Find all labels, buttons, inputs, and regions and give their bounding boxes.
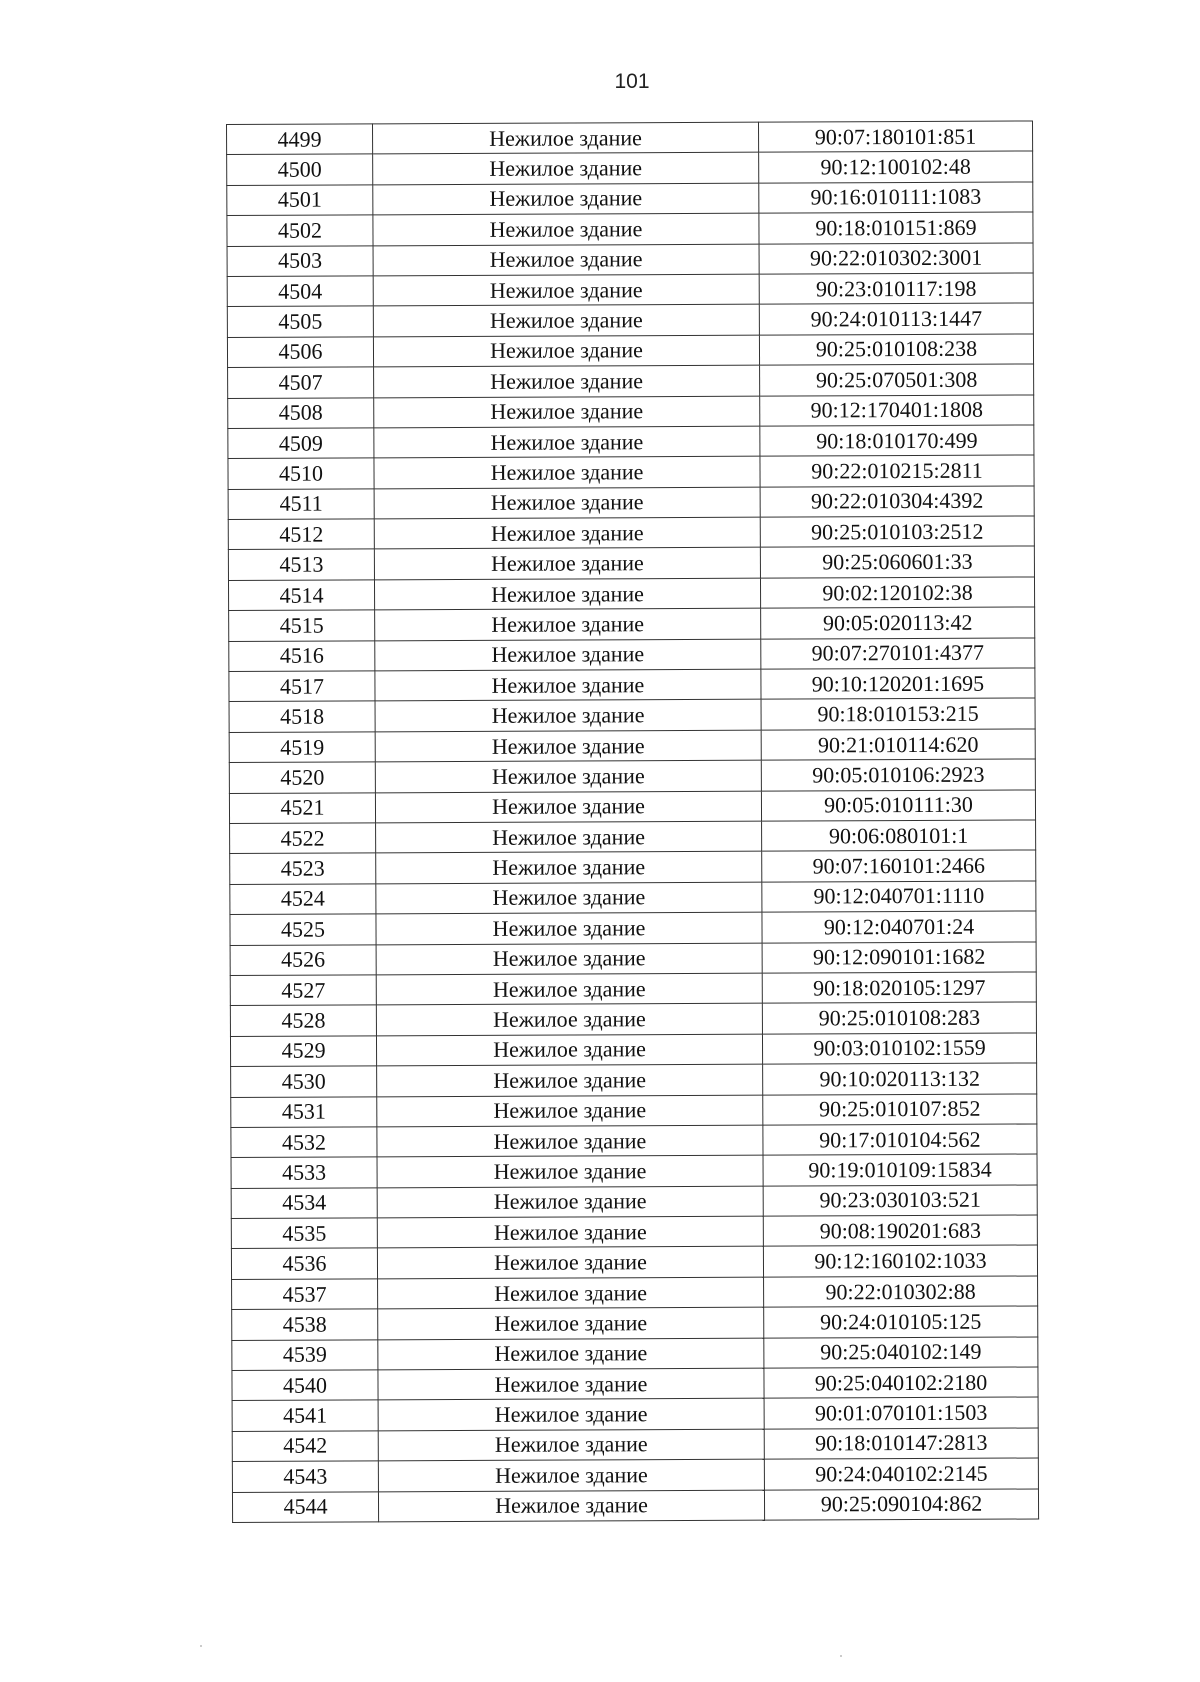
row-number-cell: 4526 xyxy=(230,944,376,975)
table-row xyxy=(232,1306,1038,1340)
object-name-cell: Нежилое здание xyxy=(376,1003,762,1035)
row-number-cell: 4502 xyxy=(227,215,373,246)
table-row xyxy=(230,942,1036,976)
row-number-cell: 4542 xyxy=(232,1431,378,1462)
table-row xyxy=(227,273,1033,307)
object-name-cell: Нежилое здание xyxy=(378,1399,764,1431)
cadastral-number-cell: 90:12:170401:1808 xyxy=(760,394,1034,426)
row-number-cell: 4525 xyxy=(230,914,376,945)
row-number-cell: 4522 xyxy=(230,823,376,854)
cadastral-number-cell: 90:12:040701:1110 xyxy=(762,881,1036,913)
object-name-cell: Нежилое здание xyxy=(373,183,759,215)
table-row xyxy=(232,1367,1038,1401)
table-row xyxy=(229,698,1035,732)
object-name-cell: Нежилое здание xyxy=(377,1155,763,1187)
object-name-cell: Нежилое здание xyxy=(375,608,761,640)
table-row xyxy=(231,1245,1037,1279)
row-number-cell: 4516 xyxy=(229,640,375,671)
cadastral-number-cell: 90:22:010304:4392 xyxy=(760,486,1034,518)
cadastral-number-cell: 90:23:030103:521 xyxy=(763,1185,1037,1217)
table-row xyxy=(229,638,1035,672)
object-name-cell: Нежилое здание xyxy=(376,882,762,914)
row-number-cell: 4508 xyxy=(228,397,374,428)
object-name-cell: Нежилое здание xyxy=(375,639,761,671)
table-row xyxy=(229,759,1035,793)
object-name-cell: Нежилое здание xyxy=(373,244,759,276)
object-name-cell: Нежилое здание xyxy=(377,1186,763,1218)
cadastral-number-cell: 90:17:010104:562 xyxy=(763,1124,1037,1156)
table-row xyxy=(227,182,1033,216)
table-row xyxy=(228,455,1034,489)
row-number-cell: 4507 xyxy=(228,367,374,398)
cadastral-number-cell: 90:18:010151:869 xyxy=(759,212,1033,244)
object-name-cell: Нежилое здание xyxy=(375,669,761,701)
table-row xyxy=(231,1154,1037,1188)
cadastral-number-cell: 90:22:010302:3001 xyxy=(759,243,1033,275)
table-row xyxy=(231,1185,1037,1219)
table-row xyxy=(227,151,1033,185)
table-row xyxy=(229,668,1035,702)
object-name-cell: Нежилое здание xyxy=(374,365,760,397)
row-number-cell: 4518 xyxy=(229,701,375,732)
row-number-cell: 4511 xyxy=(228,489,374,520)
table-row xyxy=(228,425,1034,459)
object-name-cell: Нежилое здание xyxy=(375,791,761,823)
cadastral-number-cell: 90:18:010170:499 xyxy=(760,425,1034,457)
table-row xyxy=(230,1002,1036,1036)
table-row xyxy=(230,1033,1036,1067)
row-number-cell: 4514 xyxy=(228,580,374,611)
row-number-cell: 4527 xyxy=(230,975,376,1006)
cadastral-number-cell: 90:25:010108:238 xyxy=(759,334,1033,366)
object-name-cell: Нежилое здание xyxy=(376,1034,762,1066)
table-row xyxy=(231,1124,1037,1158)
table-row xyxy=(232,1458,1038,1492)
cadastral-number-cell: 90:12:100102:48 xyxy=(759,151,1033,183)
object-name-cell: Нежилое здание xyxy=(374,456,760,488)
object-name-cell: Нежилое здание xyxy=(375,730,761,762)
row-number-cell: 4539 xyxy=(232,1339,378,1370)
row-number-cell: 4506 xyxy=(227,337,373,368)
cadastral-number-cell: 90:25:070501:308 xyxy=(760,364,1034,396)
object-name-cell: Нежилое здание xyxy=(378,1490,764,1522)
table-row xyxy=(230,911,1036,945)
row-number-cell: 4503 xyxy=(227,245,373,276)
object-name-cell: Нежилое здание xyxy=(373,335,759,367)
row-number-cell: 4505 xyxy=(227,306,373,337)
table-row xyxy=(227,303,1033,337)
table-row xyxy=(228,516,1034,550)
row-number-cell: 4517 xyxy=(229,671,375,702)
table-row xyxy=(228,364,1034,398)
object-name-cell: Нежилое здание xyxy=(374,396,760,428)
table-row xyxy=(230,881,1036,915)
object-name-cell: Нежилое здание xyxy=(376,973,762,1005)
object-name-cell: Нежилое здание xyxy=(374,548,760,580)
row-number-cell: 4529 xyxy=(230,1036,376,1067)
object-name-cell: Нежилое здание xyxy=(373,122,759,154)
cadastral-number-cell: 90:24:010105:125 xyxy=(764,1306,1038,1338)
cadastral-number-cell: 90:25:040102:2180 xyxy=(764,1367,1038,1399)
cadastral-number-cell: 90:18:010147:2813 xyxy=(764,1428,1038,1460)
object-name-cell: Нежилое здание xyxy=(373,305,759,337)
cadastral-number-cell: 90:06:080101:1 xyxy=(762,820,1036,852)
object-name-cell: Нежилое здание xyxy=(373,213,759,245)
object-name-cell: Нежилое здание xyxy=(377,1064,763,1096)
cadastral-number-cell: 90:25:010103:2512 xyxy=(760,516,1034,548)
row-number-cell: 4530 xyxy=(231,1066,377,1097)
cadastral-number-cell: 90:03:010102:1559 xyxy=(762,1033,1036,1065)
table-row xyxy=(230,820,1036,854)
row-number-cell: 4515 xyxy=(229,610,375,641)
cadastral-number-cell: 90:23:010117:198 xyxy=(759,273,1033,305)
cadastral-number-cell: 90:05:010106:2923 xyxy=(761,759,1035,791)
row-number-cell: 4524 xyxy=(230,884,376,915)
object-name-cell: Нежилое здание xyxy=(377,1247,763,1279)
object-name-cell: Нежилое здание xyxy=(376,912,762,944)
cadastral-number-cell: 90:07:180101:851 xyxy=(758,121,1032,153)
cadastral-number-cell: 90:24:010113:1447 xyxy=(759,303,1033,335)
table-row xyxy=(227,121,1033,155)
cadastral-number-cell: 90:21:010114:620 xyxy=(761,729,1035,761)
row-number-cell: 4543 xyxy=(232,1461,378,1492)
row-number-cell: 4544 xyxy=(232,1491,378,1522)
cadastral-number-cell: 90:24:040102:2145 xyxy=(764,1458,1038,1490)
row-number-cell: 4519 xyxy=(229,732,375,763)
cadastral-number-cell: 90:05:010111:30 xyxy=(761,790,1035,822)
table-row xyxy=(228,577,1034,611)
row-number-cell: 4500 xyxy=(227,154,373,185)
row-number-cell: 4535 xyxy=(231,1218,377,1249)
table-row xyxy=(231,1215,1037,1249)
row-number-cell: 4504 xyxy=(227,276,373,307)
table-row xyxy=(231,1063,1037,1097)
object-name-cell: Нежилое здание xyxy=(376,852,762,884)
row-number-cell: 4520 xyxy=(229,762,375,793)
table-row xyxy=(232,1276,1038,1310)
row-number-cell: 4512 xyxy=(228,519,374,550)
object-name-cell: Нежилое здание xyxy=(377,1125,763,1157)
object-name-cell: Нежилое здание xyxy=(378,1338,764,1370)
object-name-cell: Нежилое здание xyxy=(378,1429,764,1461)
row-number-cell: 4536 xyxy=(231,1248,377,1279)
table-row xyxy=(230,972,1036,1006)
cadastral-number-cell: 90:25:090104:862 xyxy=(764,1489,1038,1521)
object-name-cell: Нежилое здание xyxy=(374,517,760,549)
object-name-cell: Нежилое здание xyxy=(374,578,760,610)
object-name-cell: Нежилое здание xyxy=(377,1095,763,1127)
page-number: 101 xyxy=(614,70,650,93)
row-number-cell: 4534 xyxy=(231,1188,377,1219)
cadastral-number-cell: 90:16:010111:1083 xyxy=(759,182,1033,214)
cadastral-number-cell: 90:25:060601:33 xyxy=(760,546,1034,578)
row-number-cell: 4509 xyxy=(228,428,374,459)
object-name-cell: Нежилое здание xyxy=(378,1307,764,1339)
row-number-cell: 4533 xyxy=(231,1157,377,1188)
cadastral-number-cell: 90:05:020113:42 xyxy=(761,607,1035,639)
row-number-cell: 4510 xyxy=(228,458,374,489)
row-number-cell: 4540 xyxy=(232,1370,378,1401)
cadastral-number-cell: 90:25:040102:149 xyxy=(764,1337,1038,1369)
table-row xyxy=(227,243,1033,277)
scan-speck xyxy=(840,1655,842,1657)
row-number-cell: 4513 xyxy=(228,549,374,580)
table-row xyxy=(232,1337,1038,1371)
scan-speck xyxy=(200,1645,202,1647)
table-row xyxy=(227,334,1033,368)
object-name-cell: Нежилое здание xyxy=(374,487,760,519)
cadastral-number-cell: 90:22:010215:2811 xyxy=(760,455,1034,487)
object-name-cell: Нежилое здание xyxy=(378,1368,764,1400)
row-number-cell: 4531 xyxy=(231,1096,377,1127)
object-name-cell: Нежилое здание xyxy=(373,274,759,306)
table-row xyxy=(232,1428,1038,1462)
table-row xyxy=(228,394,1034,428)
cadastral-number-cell: 90:10:120201:1695 xyxy=(761,668,1035,700)
object-name-cell: Нежилое здание xyxy=(377,1216,763,1248)
table-row xyxy=(231,1093,1037,1127)
row-number-cell: 4532 xyxy=(231,1127,377,1158)
object-name-cell: Нежилое здание xyxy=(378,1277,764,1309)
cadastral-number-cell: 90:08:190201:683 xyxy=(763,1215,1037,1247)
property-table xyxy=(226,120,1039,1522)
table-body xyxy=(227,121,1039,1522)
row-number-cell: 4537 xyxy=(232,1279,378,1310)
cadastral-number-cell: 90:10:020113:132 xyxy=(763,1063,1037,1095)
cadastral-number-cell: 90:12:160102:1033 xyxy=(763,1245,1037,1277)
object-name-cell: Нежилое здание xyxy=(376,943,762,975)
cadastral-number-cell: 90:18:010153:215 xyxy=(761,698,1035,730)
table-row xyxy=(228,486,1034,520)
table-row xyxy=(229,607,1035,641)
table-row xyxy=(229,729,1035,763)
cadastral-number-cell: 90:22:010302:88 xyxy=(764,1276,1038,1308)
cadastral-number-cell: 90:12:040701:24 xyxy=(762,911,1036,943)
table-row xyxy=(227,212,1033,246)
table-row xyxy=(230,850,1036,884)
row-number-cell: 4501 xyxy=(227,185,373,216)
cadastral-number-cell: 90:01:070101:1503 xyxy=(764,1397,1038,1429)
object-name-cell: Нежилое здание xyxy=(375,700,761,732)
table-row xyxy=(228,546,1034,580)
cadastral-number-cell: 90:07:270101:4377 xyxy=(761,638,1035,670)
table-row xyxy=(232,1489,1038,1523)
object-name-cell: Нежилое здание xyxy=(376,821,762,853)
cadastral-number-cell: 90:25:010108:283 xyxy=(762,1002,1036,1034)
object-name-cell: Нежилое здание xyxy=(375,760,761,792)
row-number-cell: 4538 xyxy=(232,1309,378,1340)
object-name-cell: Нежилое здание xyxy=(374,426,760,458)
row-number-cell: 4523 xyxy=(230,853,376,884)
cadastral-number-cell: 90:19:010109:15834 xyxy=(763,1154,1037,1186)
cadastral-number-cell: 90:02:120102:38 xyxy=(760,577,1034,609)
table-row xyxy=(232,1397,1038,1431)
row-number-cell: 4499 xyxy=(227,124,373,155)
table-row xyxy=(229,790,1035,824)
object-name-cell: Нежилое здание xyxy=(378,1459,764,1491)
object-name-cell: Нежилое здание xyxy=(373,153,759,185)
row-number-cell: 4521 xyxy=(229,792,375,823)
table-container xyxy=(226,120,1038,1522)
cadastral-number-cell: 90:25:010107:852 xyxy=(763,1093,1037,1125)
row-number-cell: 4541 xyxy=(232,1400,378,1431)
cadastral-number-cell: 90:07:160101:2466 xyxy=(762,850,1036,882)
row-number-cell: 4528 xyxy=(230,1005,376,1036)
cadastral-number-cell: 90:12:090101:1682 xyxy=(762,942,1036,974)
cadastral-number-cell: 90:18:020105:1297 xyxy=(762,972,1036,1004)
